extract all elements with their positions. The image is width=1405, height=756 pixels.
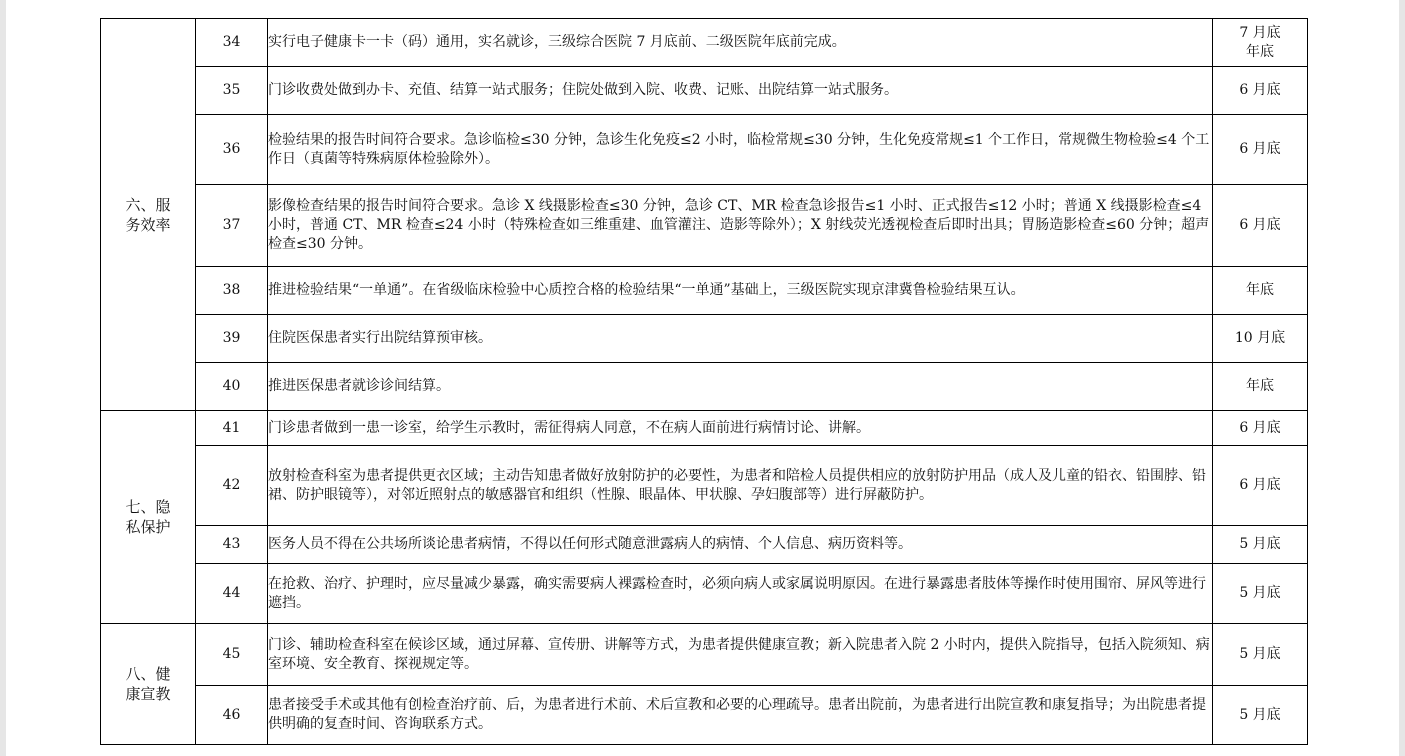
- table-row: [101, 363, 1308, 411]
- table-row: [101, 411, 1308, 446]
- category-label: 七、隐 私保护: [125, 498, 171, 536]
- item-deadline: 6 月底: [1213, 185, 1308, 267]
- category-cell: [101, 624, 196, 745]
- item-number: 37: [196, 185, 268, 267]
- item-number: 35: [196, 67, 268, 115]
- item-number: 43: [196, 526, 268, 564]
- table-row: [101, 315, 1308, 363]
- item-deadline: 年底: [1213, 267, 1308, 315]
- item-content: 实行电子健康卡一卡（码）通用，实名就诊，三级综合医院 7 月底前、二级医院年底前完成。: [268, 19, 1213, 67]
- item-deadline: 年底: [1213, 363, 1308, 411]
- item-number: 45: [196, 624, 268, 686]
- category-cell: [101, 19, 196, 411]
- item-number: 38: [196, 267, 268, 315]
- item-deadline: 6 月底: [1213, 411, 1308, 446]
- category-label: 六、服 务效率: [125, 195, 171, 234]
- item-content: 医务人员不得在公共场所谈论患者病情，不得以任何形式随意泄露病人的病情、个人信息、病历资料等。: [268, 526, 1213, 564]
- item-content: 住院医保患者实行出院结算预审核。: [268, 315, 1213, 363]
- task-table-body: [101, 19, 1308, 745]
- table-row: [101, 19, 1308, 67]
- item-content: 影像检查结果的报告时间符合要求。急诊 X 线摄影检查≤30 分钟，急诊 CT、MR 检查急诊报告≤1 小时、正式报告≤12 小时；普通 X 线摄影检查≤4 小时，普通 CT、MR 检查≤24 小时（特殊检查如三维重建、血管灌注、造影等除外）；X 射线荧光透视检查后即时出具；胃肠造影检查≤60 分钟；超声检查≤30 分钟。: [268, 185, 1213, 267]
- table-row: [101, 267, 1308, 315]
- item-number: 39: [196, 315, 268, 363]
- item-number: 42: [196, 446, 268, 526]
- item-number: 40: [196, 363, 268, 411]
- item-content: 推进医保患者就诊诊间结算。: [268, 363, 1213, 411]
- category-label: 八、健 康宣教: [125, 665, 171, 703]
- item-number: 34: [196, 19, 268, 67]
- item-number: 41: [196, 411, 268, 446]
- table-row: [101, 115, 1308, 185]
- table-row: [101, 526, 1308, 564]
- item-deadline: 6 月底: [1213, 446, 1308, 526]
- item-deadline: 10 月底: [1213, 315, 1308, 363]
- category-cell: [101, 411, 196, 624]
- item-deadline: 6 月底: [1213, 67, 1308, 115]
- table-row: [101, 624, 1308, 686]
- item-content: 推进检验结果“一单通”。在省级临床检验中心质控合格的检验结果“一单通”基础上，三级医院实现京津冀鲁检验结果互认。: [268, 267, 1213, 315]
- item-content: 患者接受手术或其他有创检查治疗前、后，为患者进行术前、术后宣教和必要的心理疏导。患者出院前，为患者进行出院宣教和康复指导；为出院患者提供明确的复查时间、咨询联系方式。: [268, 686, 1213, 745]
- table-row: [101, 446, 1308, 526]
- item-deadline: 6 月底: [1213, 115, 1308, 185]
- item-deadline: 5 月底: [1213, 526, 1308, 564]
- item-content: 门诊收费处做到办卡、充值、结算一站式服务；住院处做到入院、收费、记账、出院结算一站式服务。: [268, 67, 1213, 115]
- item-content: 门诊患者做到一患一诊室，给学生示教时，需征得病人同意，不在病人面前进行病情讨论、讲解。: [268, 411, 1213, 446]
- item-content: 检验结果的报告时间符合要求。急诊临检≤30 分钟，急诊生化免疫≤2 小时，临检常规≤30 分钟，生化免疫常规≤1 个工作日，常规微生物检验≤4 个工作日（真菌等特殊病原体检验除外）。: [268, 115, 1213, 185]
- item-deadline: 5 月底: [1213, 624, 1308, 686]
- item-deadline: 5 月底: [1213, 564, 1308, 624]
- item-number: 46: [196, 686, 268, 745]
- table-row: [101, 67, 1308, 115]
- right-page-margin: [1399, 0, 1405, 756]
- table-row: [101, 686, 1308, 745]
- item-content: 门诊、辅助检查科室在候诊区域，通过屏幕、宣传册、讲解等方式，为患者提供健康宣教；新入院患者入院 2 小时内，提供入院指导，包括入院须知、病室环境、安全教育、探视规定等。: [268, 624, 1213, 686]
- item-content: 放射检查科室为患者提供更衣区域；主动告知患者做好放射防护的必要性，为患者和陪检人员提供相应的放射防护用品（成人及儿童的铅衣、铅围脖、铅裙、防护眼镜等），对邻近照射点的敏感器官和组织（性腺、眼晶体、甲状腺、孕妇腹部等）进行屏蔽防护。: [268, 446, 1213, 526]
- table-row: [101, 564, 1308, 624]
- task-table: [100, 18, 1308, 745]
- item-deadline: 5 月底: [1213, 686, 1308, 745]
- left-page-margin: [0, 0, 6, 756]
- item-number: 44: [196, 564, 268, 624]
- item-content: 在抢救、治疗、护理时，应尽量减少暴露，确实需要病人裸露检查时，必须向病人或家属说明原因。在进行暴露患者肢体等操作时使用围帘、屏风等进行遮挡。: [268, 564, 1213, 624]
- item-deadline: 7 月底 年底: [1213, 19, 1308, 67]
- table-row: [101, 185, 1308, 267]
- item-number: 36: [196, 115, 268, 185]
